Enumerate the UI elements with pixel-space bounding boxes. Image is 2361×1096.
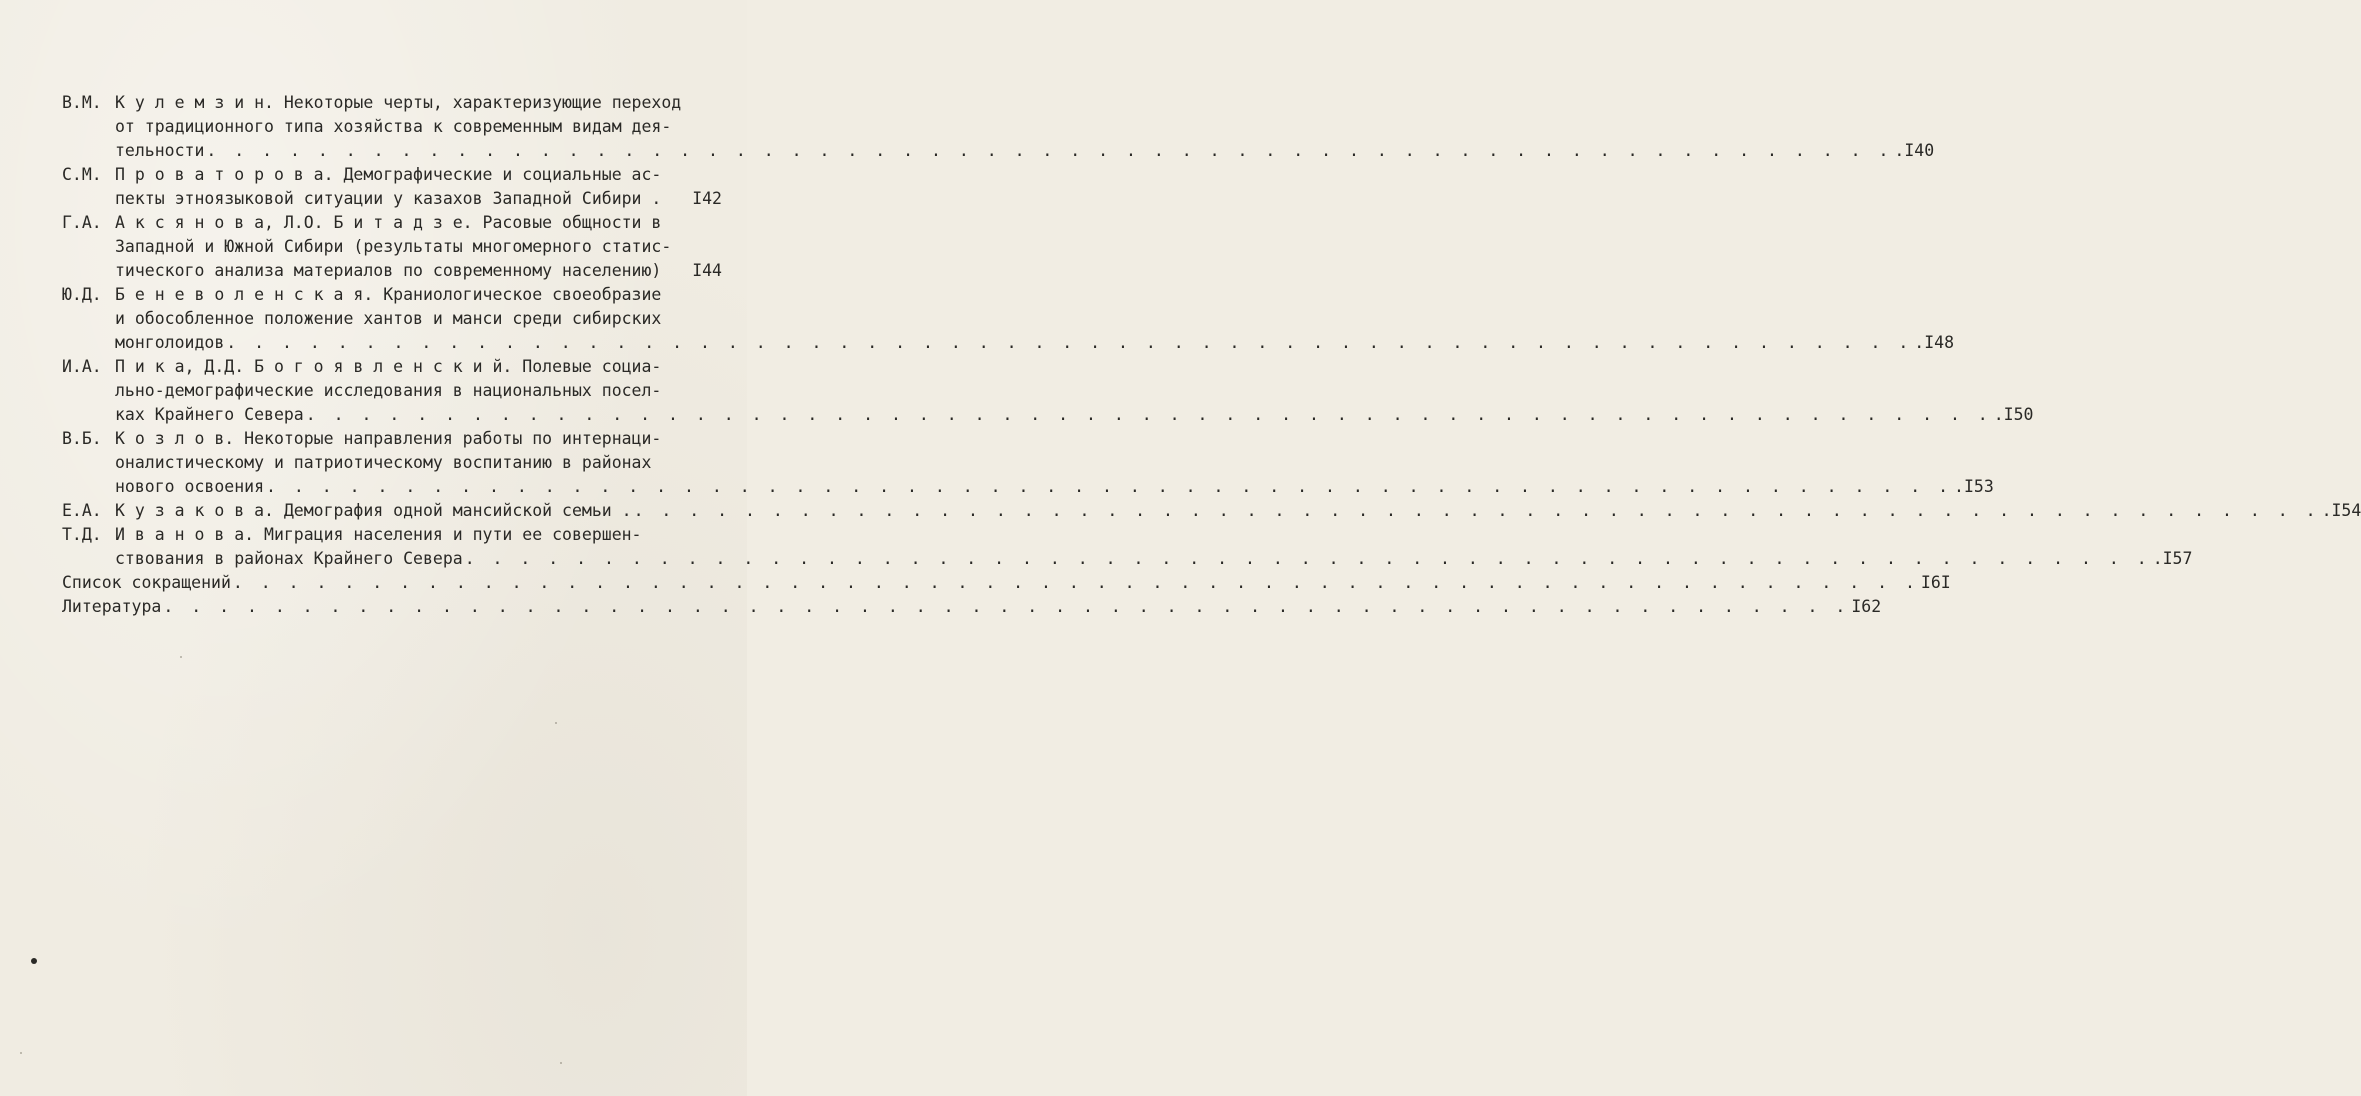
toc-entry-line	[115, 451, 1994, 475]
toc-entry-line	[115, 235, 722, 259]
entry-text: тельности	[115, 141, 205, 160]
page-number: I6I	[1920, 573, 1951, 592]
paper-speck	[555, 722, 557, 724]
toc-entry-line	[115, 475, 1994, 499]
entry-text: ках Крайнего Севера	[115, 405, 304, 424]
table-of-contents	[62, 91, 2361, 619]
paper-speck	[560, 1062, 562, 1064]
toc-entry-line	[115, 91, 1934, 115]
toc-entry	[62, 499, 2361, 523]
toc-entry	[62, 523, 2193, 571]
toc-entry-line	[115, 211, 722, 235]
toc-entry-line	[115, 403, 2034, 427]
entry-title: Список сокращений	[62, 573, 231, 592]
author-initials: И.А.	[62, 357, 102, 376]
toc-entry-line	[115, 139, 1934, 163]
dot-leader	[204, 139, 1894, 163]
paper-speck	[180, 656, 182, 658]
entry-text: Западной и Южной Сибири (результаты многомерного статис-	[115, 237, 672, 256]
toc-entry-line	[115, 379, 2034, 403]
dot-leader	[231, 571, 1921, 595]
entry-title: Литература	[62, 597, 162, 616]
ink-blot	[31, 958, 37, 964]
page-number: .I48	[1914, 333, 1955, 352]
paper-speck	[20, 1052, 22, 1054]
entry-text: и обособленное положение хантов и манси среди сибирских	[115, 309, 662, 328]
toc-entry	[62, 283, 1955, 355]
author-initials: В.М.	[62, 93, 102, 112]
toc-entry	[62, 91, 1935, 163]
page-number: .I40	[1894, 141, 1935, 160]
toc-entry-abbreviations	[62, 571, 1951, 595]
toc-entry-line	[115, 331, 1954, 355]
toc-entry-line	[115, 163, 722, 187]
author-initials: В.Б.	[62, 429, 102, 448]
dot-leader	[161, 595, 1851, 619]
toc-entry-line	[115, 355, 2034, 379]
page-number: .I54	[2321, 501, 2361, 520]
dot-leader	[224, 331, 1914, 355]
toc-entry-line	[115, 307, 1954, 331]
author-initials: С.М.	[62, 165, 102, 184]
dot-leader	[632, 499, 2322, 523]
page-number: I62	[1851, 597, 1882, 616]
entry-text: льно-демографические исследования в национальных посел-	[115, 381, 662, 400]
toc-entry-line	[115, 259, 722, 283]
toc-entry	[62, 163, 722, 211]
toc-entry-literature	[62, 595, 1882, 619]
toc-entry-line	[115, 499, 2361, 523]
entry-text: К у з а к о в а. Демография одной мансийской семьи .	[115, 501, 632, 520]
author-initials: Ю.Д.	[62, 285, 102, 304]
entry-text: тического анализа материалов по современному населению)	[115, 261, 662, 280]
entry-text: К у л е м з и н. Некоторые черты, характеризующие переход	[115, 93, 682, 112]
toc-entry-line	[115, 283, 1954, 307]
entry-text: ствования в районах Крайнего Севера	[115, 549, 463, 568]
entry-text: монголоидов	[115, 333, 225, 352]
entry-text: И в а н о в а. Миграция населения и пути ее совершен-	[115, 525, 642, 544]
dot-leader	[463, 547, 2153, 571]
entry-text: П р о в а т о р о в а. Демографические и социальные ас-	[115, 165, 662, 184]
entry-text: Б е н е в о л е н с к а я. Краниологическое своеобразие	[115, 285, 662, 304]
dot-leader	[264, 475, 1954, 499]
toc-entry-line	[115, 427, 1994, 451]
toc-entry	[62, 355, 2034, 427]
toc-entry-line	[62, 595, 1881, 619]
entry-text: П и к а, Д.Д. Б о г о я в л е н с к и й. Полевые социа-	[115, 357, 662, 376]
toc-entry	[62, 427, 1994, 499]
toc-entry-line	[62, 571, 1951, 595]
page-number: .I57	[2152, 549, 2193, 568]
author-initials: Т.Д.	[62, 525, 102, 544]
page-number: .I50	[1993, 405, 2034, 424]
page-number: I42	[692, 189, 722, 208]
page-number: .I53	[1954, 477, 1994, 496]
toc-entry-line	[115, 547, 2192, 571]
entry-text: пекты этноязыковой ситуации у казахов Западной Сибири .	[115, 189, 662, 208]
page-number: I44	[692, 261, 722, 280]
toc-entry-line	[115, 115, 1934, 139]
author-initials: Е.А.	[62, 501, 102, 520]
toc-entry-line	[115, 187, 722, 211]
toc-entry	[62, 211, 722, 283]
entry-text: нового освоения	[115, 477, 265, 496]
entry-text: К о з л о в. Некоторые направления работы по интернаци-	[115, 429, 662, 448]
entry-text: А к с я н о в а, Л.О. Б и т а д з е. Расовые общности в	[115, 213, 662, 232]
entry-text: оналистическому и патриотическому воспитанию в районах	[115, 453, 652, 472]
entry-text: от традиционного типа хозяйства к современным видам дея-	[115, 117, 672, 136]
author-initials: Г.А.	[62, 213, 102, 232]
dot-leader	[304, 403, 1994, 427]
toc-entry-line	[115, 523, 2192, 547]
